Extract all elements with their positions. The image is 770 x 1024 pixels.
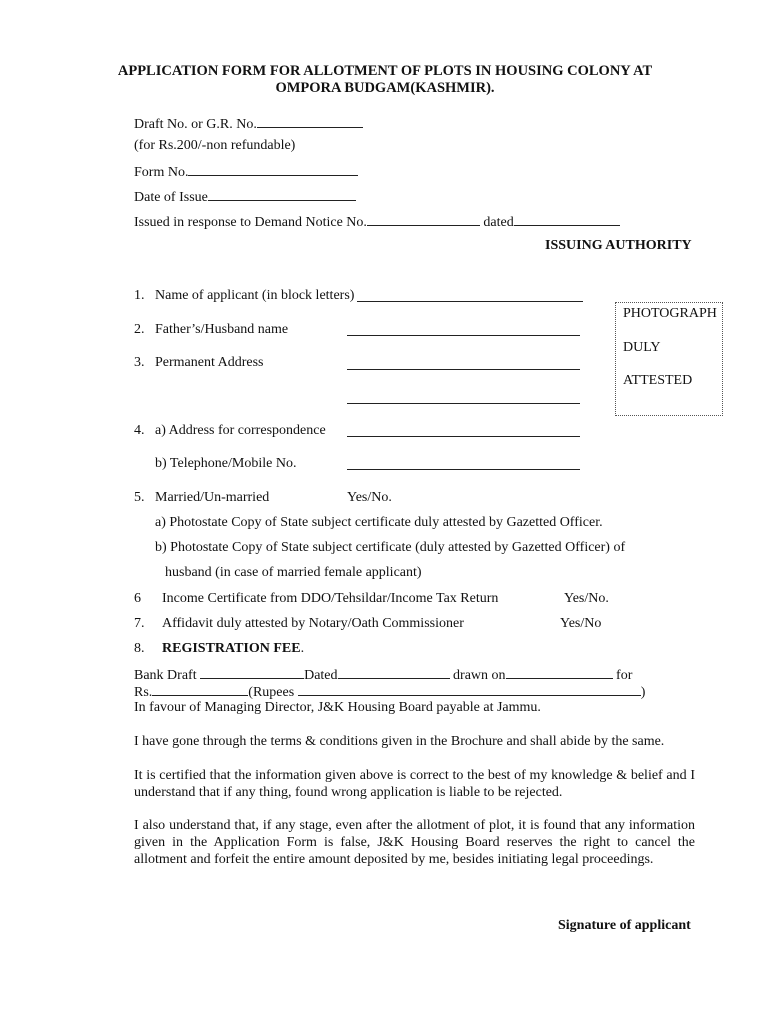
- item-5b-continued: husband (in case of married female applicant): [165, 565, 422, 580]
- rs-label: Rs.: [134, 685, 153, 700]
- issuing-authority: ISSUING AUTHORITY: [545, 238, 692, 253]
- drawn-on-label: drawn on: [449, 668, 506, 683]
- date-of-issue-field: [134, 188, 356, 206]
- bank-draft-line: [134, 666, 632, 684]
- for-label: for: [612, 668, 633, 683]
- rupees-label: (Rupees: [248, 685, 298, 700]
- demand-dated-blank[interactable]: [514, 213, 620, 226]
- demand-notice-field: [134, 213, 620, 231]
- item-3-number: 3.: [134, 355, 145, 370]
- item-8-number: 8.: [134, 641, 145, 656]
- father-husband-name-blank[interactable]: [347, 335, 580, 336]
- form-no-field: [134, 163, 358, 181]
- signature-label: Signature of applicant: [558, 918, 691, 933]
- rupees-words-blank[interactable]: [298, 683, 641, 696]
- dated-label: dated: [483, 215, 514, 230]
- demand-notice-blank[interactable]: [367, 213, 480, 226]
- permanent-address-blank-1[interactable]: [347, 369, 580, 370]
- item-5-number: 5.: [134, 490, 145, 505]
- item-6-value: Yes/No.: [564, 591, 609, 606]
- item-6-label: Income Certificate from DDO/Tehsildar/Income Tax Return: [162, 591, 499, 606]
- photo-text-line3: ATTESTED: [623, 373, 693, 388]
- item-1-number: 1.: [134, 288, 145, 303]
- photo-text-line1: PHOTOGRAPH: [623, 306, 717, 321]
- drawn-on-blank[interactable]: [506, 666, 613, 679]
- registration-fee-dot: .: [300, 641, 305, 656]
- declaration-understand: I also understand that, if any stage, even after the allotment of plot, it is found that any information given in the Application Form is false, J&K Housing Board reserves the right to cancel the allotment and forfeit the entire amount deposited by me, besides initiating legal proceedings.: [134, 818, 695, 867]
- item-5-value: Yes/No.: [347, 490, 392, 505]
- draft-no-field: [134, 115, 363, 133]
- bank-draft-blank[interactable]: [200, 666, 304, 679]
- item-6-number: 6: [134, 591, 141, 606]
- rupees-close: ): [640, 685, 646, 700]
- bank-draft-label: Bank Draft: [134, 668, 201, 683]
- item-2-number: 2.: [134, 322, 145, 337]
- photograph-box: [615, 302, 723, 416]
- draft-no-blank[interactable]: [257, 115, 363, 128]
- declaration-certified: It is certified that the information given above is correct to the best of my knowledge & belief and I understand that if any thing, found wrong application is liable to be rejected.: [134, 768, 695, 800]
- applicant-name-blank[interactable]: [357, 301, 583, 302]
- item-5b-text: b) Photostate Copy of State subject certificate (duly attested by Gazetted Officer) of: [155, 540, 626, 555]
- permanent-address-blank-2[interactable]: [347, 403, 580, 404]
- telephone-mobile-blank[interactable]: [347, 469, 580, 470]
- form-no-blank[interactable]: [188, 163, 358, 176]
- item-5-label: Married/Un-married: [155, 490, 270, 505]
- in-favour-text: In favour of Managing Director, J&K Housing Board payable at Jammu.: [134, 700, 541, 715]
- form-no-label: Form No.: [134, 165, 189, 180]
- item-4-number: 4.: [134, 423, 145, 438]
- form-title-line2: OMPORA BUDGAM(KASHMIR).: [275, 80, 495, 96]
- item-4a-label: a) Address for correspondence: [155, 423, 326, 438]
- rs-amount-blank[interactable]: [152, 683, 248, 696]
- item-3-label: Permanent Address: [155, 355, 264, 370]
- item-7-value: Yes/No: [560, 616, 602, 631]
- item-8-heading: [162, 641, 304, 657]
- fee-note: (for Rs.200/-non refundable): [134, 138, 296, 153]
- item-2-label: Father’s/Husband name: [155, 322, 289, 337]
- draft-no-label: Draft No. or G.R. No.: [134, 117, 257, 132]
- item-4b-label: b) Telephone/Mobile No.: [155, 456, 297, 471]
- date-of-issue-label: Date of Issue: [134, 190, 208, 205]
- item-7-number: 7.: [134, 616, 145, 631]
- form-title-line1: APPLICATION FORM FOR ALLOTMENT OF PLOTS IN HOUSING COLONY AT: [117, 63, 653, 79]
- correspondence-address-blank[interactable]: [347, 436, 580, 437]
- amount-line: [134, 683, 645, 701]
- registration-fee-label: REGISTRATION FEE: [162, 641, 301, 656]
- bank-dated-blank[interactable]: [338, 666, 450, 679]
- item-5a-text: a) Photostate Copy of State subject certificate duly attested by Gazetted Officer.: [155, 515, 603, 530]
- item-7-label: Affidavit duly attested by Notary/Oath Commissioner: [162, 616, 464, 631]
- item-1-label: Name of applicant (in block letters): [155, 288, 355, 303]
- declaration-terms: I have gone through the terms & conditions given in the Brochure and shall abide by the same.: [134, 734, 665, 749]
- photo-text-line2: DULY: [623, 340, 661, 355]
- bank-dated-label: Dated: [304, 668, 338, 683]
- demand-notice-label: Issued in response to Demand Notice No.: [134, 215, 367, 230]
- date-of-issue-blank[interactable]: [208, 188, 356, 201]
